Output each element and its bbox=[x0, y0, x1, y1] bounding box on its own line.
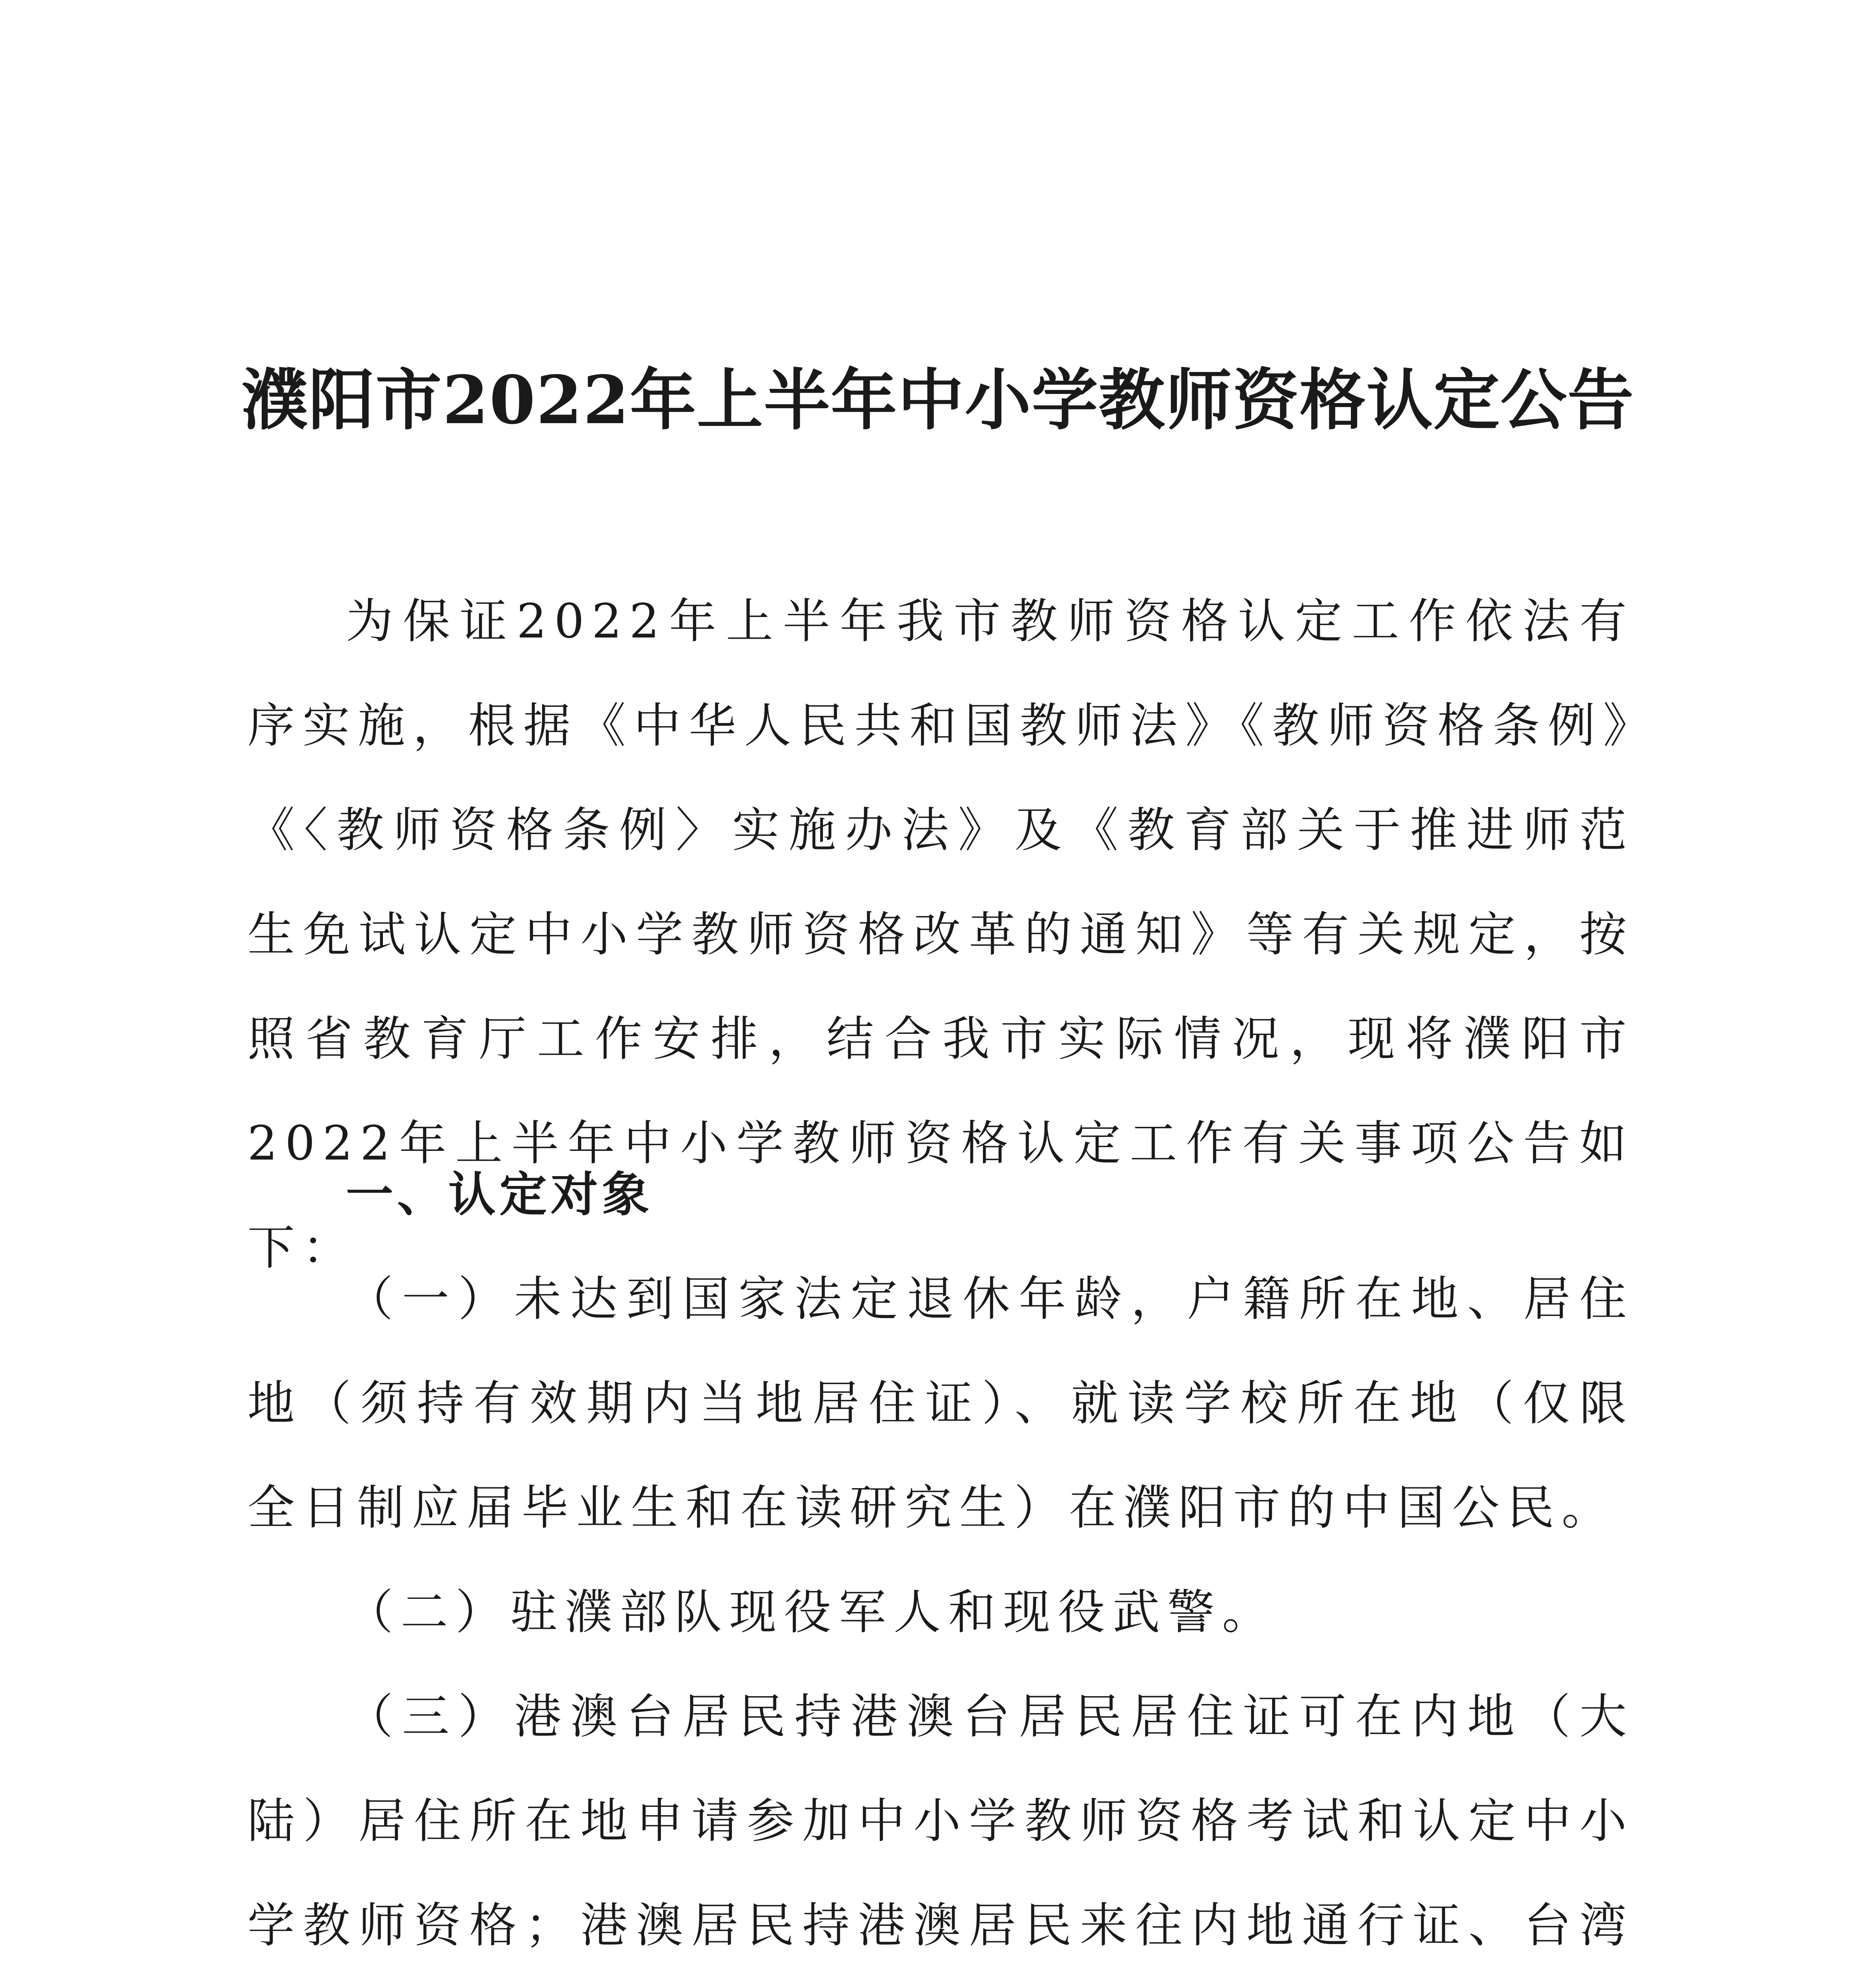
section-heading-1 bbox=[247, 1143, 1634, 1247]
intro-text: 为保证2022年上半年我市教师资格认定工作依法有序实施，根据《中华人民共和国教师法》《教师资格条例》《〈教师资格条例〉实施办法》及《教育部关于推进师范生免试认定中小学教师资格改革的通知》等有关规定，按照省教育厅工作安排，结合我市实际情况，现将濮阳市2022年上半年中小学教师资格认定工作有关事项公告如下： bbox=[247, 594, 1634, 1275]
section-1-item-3-text: （三）港澳台居民持港澳台居民居住证可在内地（大陆）居住所在地申请参加中小学教师资格考试和认定中小学教师资格；港澳居民持港澳居民来往内地通行证、台湾 bbox=[247, 1689, 1634, 1953]
section-1-heading-text: 一、认定对象 bbox=[346, 1167, 653, 1222]
section-1-item-2 bbox=[247, 1560, 1634, 1665]
section-1-item-3 bbox=[247, 1665, 1634, 1970]
section-1-item-2-text: （二）驻濮部队现役军人和现役武警。 bbox=[346, 1585, 1277, 1640]
document-title: 濮阳市2022年上半年中小学教师资格认定公告 bbox=[241, 361, 1635, 439]
section-1-item-1-text: （一）未达到国家法定退休年龄，户籍所在地、居住地（须持有效期内当地居住证）、就读学校所在地（仅限全日制应届毕业生和在读研究生）在濮阳市的中国公民。 bbox=[247, 1272, 1634, 1535]
section-1-item-1 bbox=[247, 1247, 1634, 1560]
